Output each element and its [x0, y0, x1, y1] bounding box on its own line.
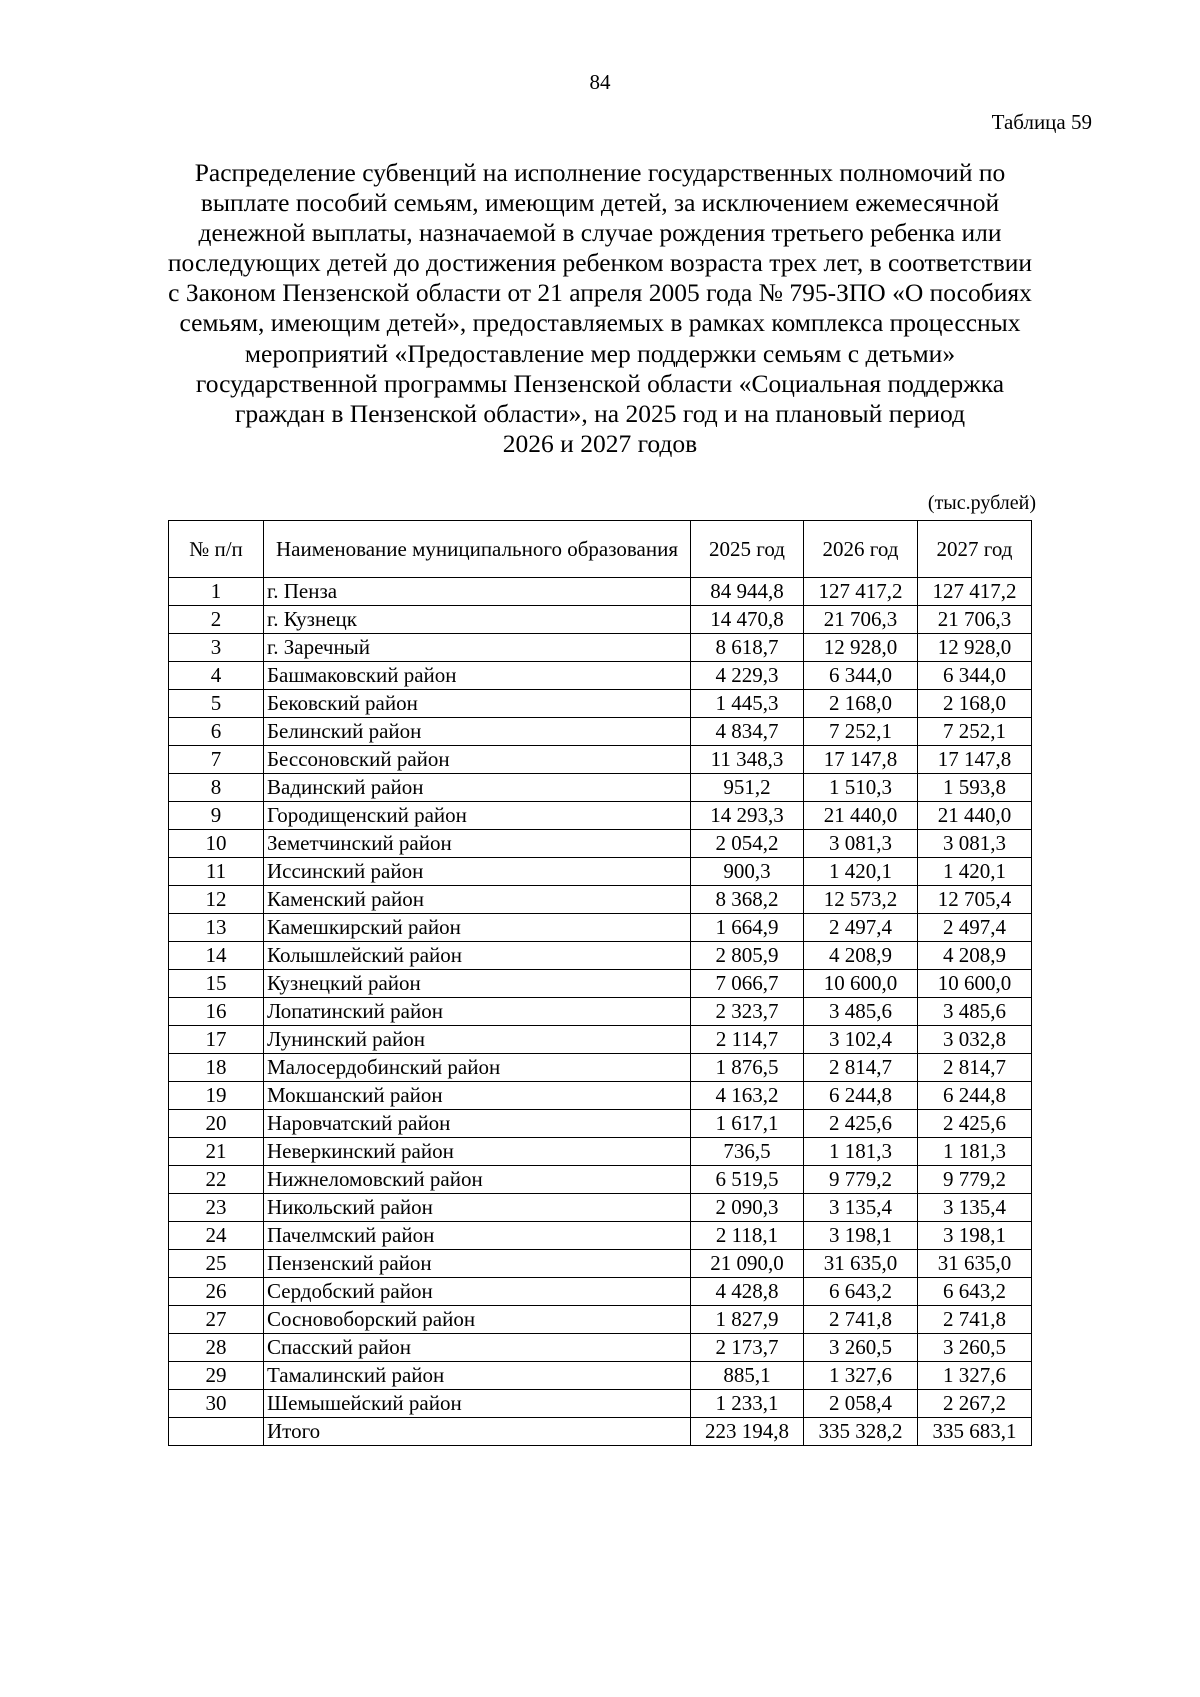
cell-municipality: Спасский район: [264, 1334, 691, 1362]
cell-2027: 12 928,0: [918, 634, 1032, 662]
cell-municipality: Сосновоборский район: [264, 1306, 691, 1334]
cell-number: 14: [169, 942, 264, 970]
cell-2026: 2 741,8: [804, 1306, 918, 1334]
title-line: семьям, имеющим детей», предоставляемых в рамках комплекса процессных: [179, 308, 1021, 338]
cell-2025: 14 293,3: [691, 802, 804, 830]
cell-number: 2: [169, 606, 264, 634]
document-title: [100, 158, 1100, 459]
cell-municipality: Никольский район: [264, 1194, 691, 1222]
cell-2025: 2 805,9: [691, 942, 804, 970]
cell-2027: 1 593,8: [918, 774, 1032, 802]
cell-number: 27: [169, 1306, 264, 1334]
cell-municipality: Белинский район: [264, 718, 691, 746]
cell-2025: 1 827,9: [691, 1306, 804, 1334]
table-row: [169, 1334, 1032, 1362]
cell-number: 23: [169, 1194, 264, 1222]
cell-2026: 2 497,4: [804, 914, 918, 942]
cell-municipality: Шемышейский район: [264, 1390, 691, 1418]
cell-2027: 1 420,1: [918, 858, 1032, 886]
cell-2026: 3 081,3: [804, 830, 918, 858]
cell-number: 6: [169, 718, 264, 746]
cell-2026: 10 600,0: [804, 970, 918, 998]
cell-2027: 3 081,3: [918, 830, 1032, 858]
cell-municipality: Итого: [264, 1418, 691, 1446]
table-row: [169, 662, 1032, 690]
table-row: [169, 1278, 1032, 1306]
cell-2026: 7 252,1: [804, 718, 918, 746]
cell-number: [169, 1418, 264, 1446]
cell-2026: 17 147,8: [804, 746, 918, 774]
cell-2025: 1 233,1: [691, 1390, 804, 1418]
cell-municipality: Малосердобинский район: [264, 1054, 691, 1082]
header-2027: 2027 год: [918, 521, 1032, 578]
cell-municipality: Наровчатский район: [264, 1110, 691, 1138]
cell-number: 22: [169, 1166, 264, 1194]
title-line: государственной программы Пензенской области «Социальная поддержка: [195, 368, 1005, 398]
cell-municipality: Неверкинский район: [264, 1138, 691, 1166]
cell-2025: 14 470,8: [691, 606, 804, 634]
table-total-row: [169, 1418, 1032, 1446]
cell-municipality: Бековский район: [264, 690, 691, 718]
cell-2027: 2 497,4: [918, 914, 1032, 942]
cell-2025: 8 368,2: [691, 886, 804, 914]
table-row: [169, 1250, 1032, 1278]
cell-2027: 1 181,3: [918, 1138, 1032, 1166]
table-row: [169, 1166, 1032, 1194]
cell-2027: 2 425,6: [918, 1110, 1032, 1138]
cell-municipality: Городищенский район: [264, 802, 691, 830]
cell-number: 16: [169, 998, 264, 1026]
header-number: № п/п: [169, 521, 264, 578]
table-row: [169, 746, 1032, 774]
title-line: выплате пособий семьям, имеющим детей, за исключением ежемесячной: [200, 188, 1000, 218]
cell-municipality: Колышлейский район: [264, 942, 691, 970]
cell-municipality: Кузнецкий район: [264, 970, 691, 998]
cell-number: 29: [169, 1362, 264, 1390]
table-row: [169, 634, 1032, 662]
cell-2027: 31 635,0: [918, 1250, 1032, 1278]
cell-2027: 2 741,8: [918, 1306, 1032, 1334]
cell-2027: 3 135,4: [918, 1194, 1032, 1222]
table-row: [169, 802, 1032, 830]
cell-2026: 4 208,9: [804, 942, 918, 970]
cell-2027: 6 643,2: [918, 1278, 1032, 1306]
table-row: [169, 1362, 1032, 1390]
cell-municipality: Пачелмский район: [264, 1222, 691, 1250]
cell-municipality: Тамалинский район: [264, 1362, 691, 1390]
cell-2027: 4 208,9: [918, 942, 1032, 970]
cell-2025: 1 876,5: [691, 1054, 804, 1082]
table-row: [169, 718, 1032, 746]
title-line: граждан в Пензенской области», на 2025 год и на плановый период: [234, 398, 966, 428]
cell-2027: 3 485,6: [918, 998, 1032, 1026]
cell-2027: 10 600,0: [918, 970, 1032, 998]
cell-2025: 84 944,8: [691, 578, 804, 606]
cell-2026: 2 425,6: [804, 1110, 918, 1138]
table-row: [169, 1082, 1032, 1110]
cell-number: 25: [169, 1250, 264, 1278]
cell-number: 13: [169, 914, 264, 942]
cell-2027: 127 417,2: [918, 578, 1032, 606]
cell-2025: 951,2: [691, 774, 804, 802]
cell-number: 28: [169, 1334, 264, 1362]
table-row: [169, 970, 1032, 998]
cell-2026: 2 814,7: [804, 1054, 918, 1082]
cell-number: 15: [169, 970, 264, 998]
cell-2027: 21 706,3: [918, 606, 1032, 634]
cell-2026: 9 779,2: [804, 1166, 918, 1194]
cell-2026: 335 328,2: [804, 1418, 918, 1446]
table-row: [169, 1306, 1032, 1334]
cell-2025: 736,5: [691, 1138, 804, 1166]
title-line: Распределение субвенций на исполнение государственных полномочий по: [194, 158, 1006, 187]
cell-2026: 6 344,0: [804, 662, 918, 690]
cell-2026: 1 510,3: [804, 774, 918, 802]
cell-municipality: Нижнеломовский район: [264, 1166, 691, 1194]
cell-municipality: Сердобский район: [264, 1278, 691, 1306]
cell-number: 12: [169, 886, 264, 914]
cell-2027: 9 779,2: [918, 1166, 1032, 1194]
table-row: [169, 886, 1032, 914]
table-header-row: [169, 521, 1032, 578]
cell-municipality: г. Кузнецк: [264, 606, 691, 634]
cell-number: 17: [169, 1026, 264, 1054]
cell-2026: 6 643,2: [804, 1278, 918, 1306]
cell-2025: 11 348,3: [691, 746, 804, 774]
cell-number: 18: [169, 1054, 264, 1082]
cell-2025: 900,3: [691, 858, 804, 886]
table-row: [169, 858, 1032, 886]
cell-municipality: г. Пенза: [264, 578, 691, 606]
units-label: (тыс.рублей): [927, 492, 1036, 514]
cell-2025: 2 118,1: [691, 1222, 804, 1250]
cell-2026: 6 244,8: [804, 1082, 918, 1110]
cell-number: 9: [169, 802, 264, 830]
cell-2026: 3 260,5: [804, 1334, 918, 1362]
cell-2025: 1 664,9: [691, 914, 804, 942]
cell-2027: 3 198,1: [918, 1222, 1032, 1250]
table-row: [169, 914, 1032, 942]
cell-2025: 1 445,3: [691, 690, 804, 718]
cell-2025: 4 834,7: [691, 718, 804, 746]
cell-2027: 2 267,2: [918, 1390, 1032, 1418]
cell-2026: 21 706,3: [804, 606, 918, 634]
cell-2026: 1 181,3: [804, 1138, 918, 1166]
cell-2027: 7 252,1: [918, 718, 1032, 746]
cell-2026: 31 635,0: [804, 1250, 918, 1278]
cell-2025: 2 173,7: [691, 1334, 804, 1362]
cell-municipality: Каменский район: [264, 886, 691, 914]
cell-2025: 2 054,2: [691, 830, 804, 858]
cell-municipality: Лопатинский район: [264, 998, 691, 1026]
cell-2027: 335 683,1: [918, 1418, 1032, 1446]
cell-2026: 1 420,1: [804, 858, 918, 886]
cell-municipality: Пензенский район: [264, 1250, 691, 1278]
cell-number: 5: [169, 690, 264, 718]
cell-2025: 2 114,7: [691, 1026, 804, 1054]
title-line: с Законом Пензенской области от 21 апреля 2005 года № 795-ЗПО «О пособиях: [168, 278, 1032, 308]
cell-number: 19: [169, 1082, 264, 1110]
table-body: [169, 578, 1032, 1446]
cell-2026: 3 135,4: [804, 1194, 918, 1222]
table-row: [169, 1054, 1032, 1082]
cell-number: 7: [169, 746, 264, 774]
header-2025: 2025 год: [691, 521, 804, 578]
cell-2025: 21 090,0: [691, 1250, 804, 1278]
cell-2025: 1 617,1: [691, 1110, 804, 1138]
cell-number: 26: [169, 1278, 264, 1306]
header-municipality: Наименование муниципального образования: [264, 521, 691, 578]
table-row: [169, 1026, 1032, 1054]
cell-municipality: Земетчинский район: [264, 830, 691, 858]
cell-municipality: Камешкирский район: [264, 914, 691, 942]
table-row: [169, 830, 1032, 858]
cell-number: 1: [169, 578, 264, 606]
cell-2027: 6 244,8: [918, 1082, 1032, 1110]
cell-2027: 2 814,7: [918, 1054, 1032, 1082]
cell-municipality: Мокшанский район: [264, 1082, 691, 1110]
cell-2027: 21 440,0: [918, 802, 1032, 830]
cell-2026: 12 928,0: [804, 634, 918, 662]
cell-municipality: Иссинский район: [264, 858, 691, 886]
cell-2027: 2 168,0: [918, 690, 1032, 718]
cell-2025: 4 163,2: [691, 1082, 804, 1110]
cell-2026: 3 485,6: [804, 998, 918, 1026]
table-row: [169, 774, 1032, 802]
cell-2027: 6 344,0: [918, 662, 1032, 690]
cell-2026: 1 327,6: [804, 1362, 918, 1390]
cell-number: 4: [169, 662, 264, 690]
cell-municipality: Вадинский район: [264, 774, 691, 802]
page-number: 84: [589, 70, 611, 94]
cell-2027: 12 705,4: [918, 886, 1032, 914]
cell-2027: 3 032,8: [918, 1026, 1032, 1054]
table-label: Таблица 59: [991, 110, 1092, 134]
cell-2026: 3 102,4: [804, 1026, 918, 1054]
cell-municipality: Лунинский район: [264, 1026, 691, 1054]
subvention-table: [168, 520, 1032, 1446]
cell-2026: 127 417,2: [804, 578, 918, 606]
cell-2025: 8 618,7: [691, 634, 804, 662]
cell-2027: 1 327,6: [918, 1362, 1032, 1390]
table-row: [169, 1194, 1032, 1222]
cell-municipality: г. Заречный: [264, 634, 691, 662]
cell-2027: 17 147,8: [918, 746, 1032, 774]
cell-2026: 2 168,0: [804, 690, 918, 718]
cell-2025: 2 090,3: [691, 1194, 804, 1222]
cell-2025: 4 229,3: [691, 662, 804, 690]
cell-municipality: Башмаковский район: [264, 662, 691, 690]
cell-2027: 3 260,5: [918, 1334, 1032, 1362]
title-line: 2026 и 2027 годов: [502, 428, 698, 458]
table-row: [169, 1390, 1032, 1418]
cell-2026: 21 440,0: [804, 802, 918, 830]
cell-number: 30: [169, 1390, 264, 1418]
title-line: мероприятий «Предоставление мер поддержки семьям с детьми»: [244, 338, 956, 368]
cell-number: 21: [169, 1138, 264, 1166]
table-row: [169, 1222, 1032, 1250]
cell-2025: 223 194,8: [691, 1418, 804, 1446]
cell-2025: 6 519,5: [691, 1166, 804, 1194]
table-row: [169, 942, 1032, 970]
table-row: [169, 1138, 1032, 1166]
cell-number: 11: [169, 858, 264, 886]
title-line: последующих детей до достижения ребенком возраста трех лет, в соответствии: [167, 248, 1033, 278]
cell-2026: 12 573,2: [804, 886, 918, 914]
table-row: [169, 1110, 1032, 1138]
title-line: денежной выплаты, назначаемой в случае рождения третьего ребенка или: [198, 218, 1002, 248]
header-2026: 2026 год: [804, 521, 918, 578]
cell-number: 8: [169, 774, 264, 802]
cell-number: 24: [169, 1222, 264, 1250]
cell-number: 10: [169, 830, 264, 858]
cell-number: 20: [169, 1110, 264, 1138]
cell-municipality: Бессоновский район: [264, 746, 691, 774]
cell-2025: 885,1: [691, 1362, 804, 1390]
cell-2025: 4 428,8: [691, 1278, 804, 1306]
cell-number: 3: [169, 634, 264, 662]
cell-2026: 2 058,4: [804, 1390, 918, 1418]
cell-2025: 2 323,7: [691, 998, 804, 1026]
table-row: [169, 606, 1032, 634]
table-row: [169, 998, 1032, 1026]
cell-2026: 3 198,1: [804, 1222, 918, 1250]
cell-2025: 7 066,7: [691, 970, 804, 998]
table-row: [169, 578, 1032, 606]
table-row: [169, 690, 1032, 718]
